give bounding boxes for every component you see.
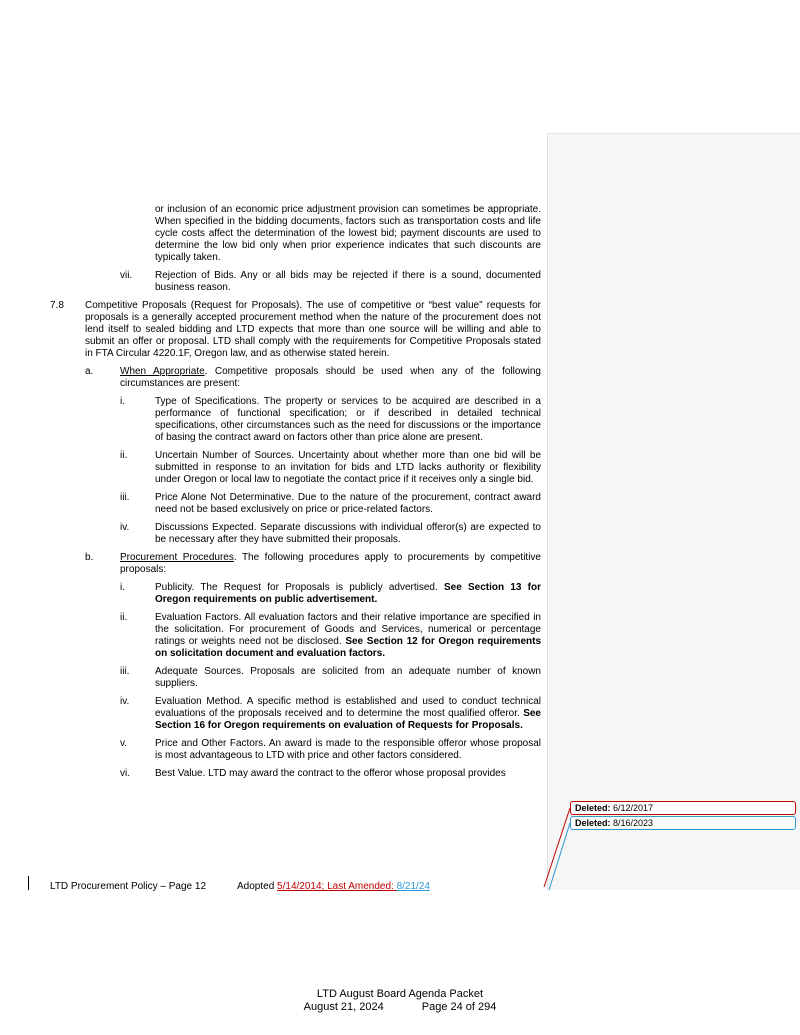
list-item-text: Rejection of Bids. Any or all bids may be rejected if there is a sound, documented business reason. [155, 270, 541, 293]
deleted-label: Deleted: [575, 803, 614, 813]
footer-insertion-blue: 8/21/24 [396, 881, 430, 892]
list-label-i: i. [120, 396, 125, 407]
section-7-8 [50, 300, 541, 360]
changed-line-bar [28, 876, 29, 890]
deleted-value: 6/12/2017 [613, 803, 654, 813]
packet-date: August 21, 2024 [303, 1001, 384, 1013]
list-item-a-iv [120, 522, 541, 546]
list-item-text: Type of Specifications. The property or services to be acquired are described in a performance of functional specification; or if described in detailed technical specifications, other circumstances such as the need for discussions or the importance of basing the contract award on factors other than price alone are present. [155, 396, 541, 443]
paragraph-continuation [155, 204, 541, 264]
bold-cross-reference: See Section 13 for Oregon requirements on public advertisement. [155, 582, 541, 605]
list-item-b-iv [120, 696, 541, 732]
list-label-vii: vii. [120, 270, 133, 281]
list-label-b: b. [85, 552, 94, 563]
item-b-text: . The following procedures apply to procurements by competitive proposals: [120, 552, 541, 575]
list-item-b [85, 552, 541, 576]
list-item-b-v [120, 738, 541, 762]
list-item-text: Discussions Expected. Separate discussions with individual offeror(s) are expected to be necessary after they have submitted their proposals. [155, 522, 541, 545]
deleted-value: 8/16/2023 [613, 818, 654, 828]
tracked-change-deleted-balloon-1[interactable] [570, 801, 796, 815]
list-label-ii: ii. [120, 450, 128, 461]
section-text: Competitive Proposals (Request for Proposals). The use of competitive or “best value” requests for proposals is a generally accepted procurement method when the nature of the procurement does not lend itself to sealed bidding and LTD expects that more than one source will be willing and able to submit an offer or proposal. LTD shall comply with the requirements for Competitive Proposals stated in FTA Circular 4220.1F, Oregon law, and as otherwise stated herein. [85, 300, 541, 359]
list-item-text: Uncertain Number of Sources. Uncertainty about whether more than one bid will be submitted in response to an invitation for bids and LTD lacks authority or flexibility under Oregon or local law to negotiate the contact price if it receives only a single bid. [155, 450, 541, 485]
packet-page-number: Page 24 of 294 [421, 1001, 497, 1013]
packet-meta [0, 1001, 800, 1014]
packet-title: LTD August Board Agenda Packet [316, 988, 484, 1000]
list-item-text: Evaluation Factors. All evaluation factors and their relative importance are specified in the solicitation. For procurement of Goods and Services, numerical or percentage ratings or weights need not be disclosed. [155, 612, 541, 647]
footer-adopted-label: Adopted [237, 881, 278, 892]
tracked-change-deleted-balloon-2[interactable] [570, 816, 796, 830]
list-item-b-i [120, 582, 541, 606]
list-label-iv: iv. [120, 696, 130, 707]
list-item-text: Price and Other Factors. An award is made to the responsible offeror whose proposal is most advantageous to LTD with price and other factors considered. [155, 738, 541, 761]
deleted-label: Deleted: [575, 818, 614, 828]
document-content [0, 204, 547, 786]
list-label-vi: vi. [120, 768, 130, 779]
paragraph-text: or inclusion of an economic price adjustment provision can sometimes be appropriate. When specified in the bidding documents, factors such as transportation costs and life cycle costs affect the determination of the lowest bid; payment discounts are used to determine the low bid only when prior experience indicates that such discounts are typically taken. [155, 204, 541, 263]
list-item-text: Adequate Sources. Proposals are solicited from an adequate number of known suppliers. [155, 666, 541, 689]
list-label-iii: iii. [120, 666, 130, 677]
section-number: 7.8 [50, 300, 64, 311]
list-item-text: Best Value. LTD may award the contract to the offeror whose proposal provides [155, 768, 506, 779]
item-a-heading: When Appropriate [120, 366, 205, 377]
list-label-i: i. [120, 582, 125, 593]
item-b-heading: Procurement Procedures [120, 552, 234, 563]
list-label-ii: ii. [120, 612, 128, 623]
footer-policy-page: LTD Procurement Policy – Page 12 [50, 881, 207, 892]
list-label-iii: iii. [120, 492, 130, 503]
list-label-a: a. [85, 366, 94, 377]
markup-area [547, 133, 800, 890]
list-item-a-i [120, 396, 541, 444]
agenda-packet-footer [0, 988, 800, 1014]
bold-cross-reference: See Section 12 for Oregon requirements on solicitation document and evaluation factors. [155, 636, 542, 659]
item-a-text: . Competitive proposals should be used when any of the following circumstances are present: [120, 366, 541, 389]
bold-cross-reference: See Section 16 for Oregon requirements on evaluation of Requests for Proposals. [155, 708, 541, 731]
list-item-text: Price Alone Not Determinative. Due to the nature of the procurement, contract award need not be based exclusively on price or price-related factors. [155, 492, 541, 515]
list-item-a-ii [120, 450, 541, 486]
list-label-v: v. [120, 738, 128, 749]
list-item-text: Publicity. The Request for Proposals is publicly advertised. [155, 582, 444, 593]
list-item-vii [120, 270, 541, 294]
footer-insertion-red: 5/14/2014; Last Amended: [277, 881, 397, 892]
list-item-a [85, 366, 541, 390]
list-label-iv: iv. [120, 522, 130, 533]
list-item-text: Evaluation Method. A specific method is established and used to conduct technical evaluations of the proposals received and to determine the most qualified offeror. [155, 696, 541, 719]
list-item-a-iii [120, 492, 541, 516]
list-item-b-ii [120, 612, 542, 660]
list-item-b-vi [120, 768, 541, 780]
list-item-b-iii [120, 666, 541, 690]
footer-dates [237, 881, 430, 892]
